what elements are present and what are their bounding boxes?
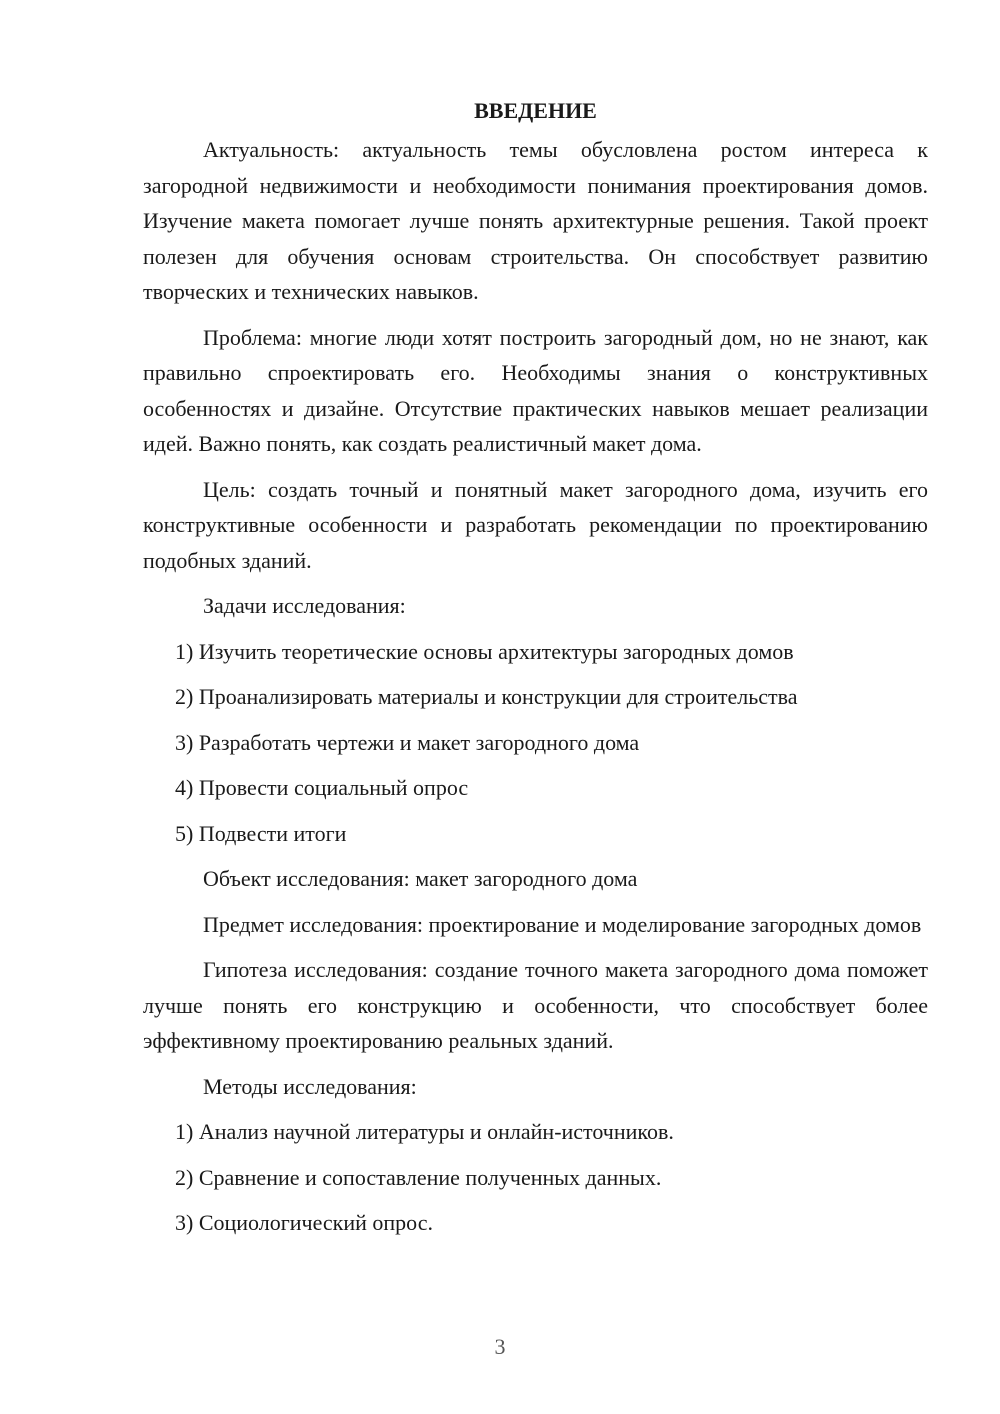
task-item-4: 4) Провести социальный опрос: [175, 775, 469, 800]
paragraph-subject: Предмет исследования: проектирование и моделирование загородных домов: [203, 911, 922, 937]
page-content: [143, 94, 928, 1241]
method-item-2: 2) Сравнение и сопоставление полученных данных.: [175, 1164, 662, 1190]
paragraph-goal: Цель: создать точный и понятный макет загородного дома, изучить его конструктивные особенности и разработать рекомендации по проектированию подобных зданий.: [143, 476, 928, 573]
methods-label: Методы исследования:: [203, 1073, 417, 1099]
task-item-5: 5) Подвести итоги: [175, 820, 347, 846]
task-item-2: 2) Проанализировать материалы и конструкции для строительства: [175, 684, 798, 709]
paragraph-problem: Проблема: многие люди хотят построить загородный дом, но не знают, как правильно спроектировать его. Необходимы знания о конструктивных особенностях и дизайне. Отсутствие практических навыков мешает реализации идей. Важно понять, как создать реалистичный макет дома.: [143, 324, 928, 456]
section-heading: ВВЕДЕНИЕ: [474, 98, 597, 123]
paragraph-hypothesis: Гипотеза исследования: создание точного макета загородного дома поможет лучше понять его конструкцию и особенности, что способствует более эффективному проектированию реальных зданий.: [143, 957, 928, 1053]
paragraph-relevance: Актуальность: актуальность темы обусловлена ростом интереса к загородной недвижимости и необходимости понимания проектирования домов. Изучение макета помогает лучше понять архитектурные решения. Такой проект полезен для обучения основам строительства. Он способствует развитию творческих и технических навыков.: [143, 137, 928, 304]
page-number: 3: [494, 1334, 506, 1359]
method-item-1: 1) Анализ научной литературы и онлайн-источников.: [175, 1119, 674, 1144]
paragraph-object: Объект исследования: макет загородного дома: [203, 866, 638, 891]
tasks-label: Задачи исследования:: [203, 593, 406, 618]
task-item-1: 1) Изучить теоретические основы архитектуры загородных домов: [175, 638, 794, 664]
method-item-3: 3) Социологический опрос.: [175, 1210, 433, 1235]
task-item-3: 3) Разработать чертежи и макет загородного дома: [175, 729, 640, 755]
